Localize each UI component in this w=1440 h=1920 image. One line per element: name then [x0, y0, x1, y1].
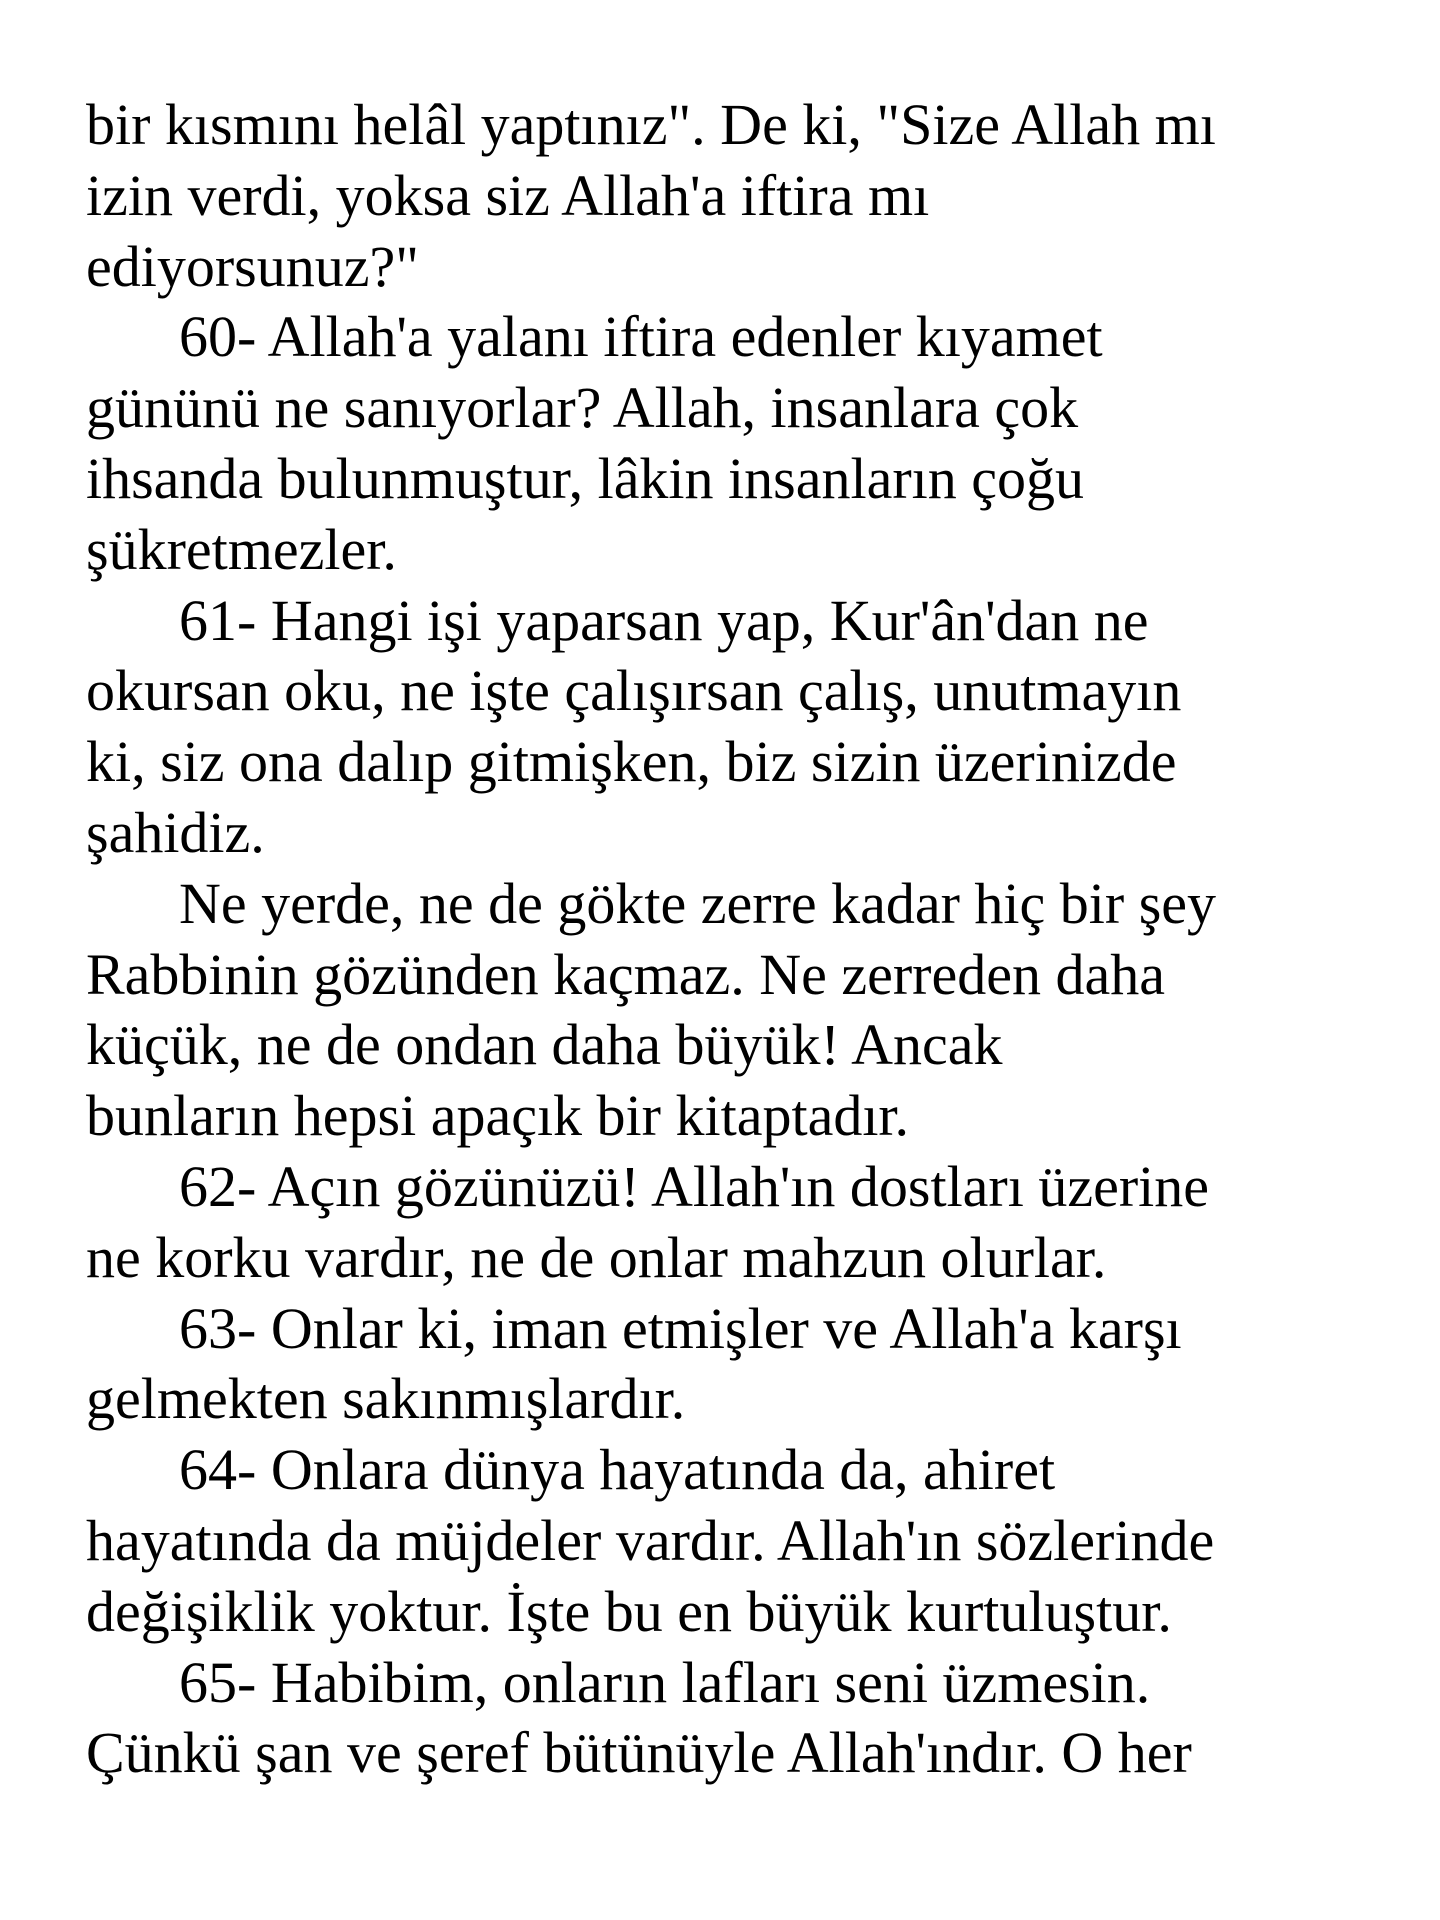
text-line: ne korku vardır, ne de onlar mahzun olurlar. — [86, 1224, 1107, 1290]
text-line: değişiklik yoktur. İşte bu en büyük kurtuluştur. — [86, 1578, 1172, 1644]
paragraph-verse-65 — [86, 1648, 1406, 1790]
text-line: 63- Onlar ki, iman etmişler ve Allah'a karşı — [179, 1295, 1182, 1361]
text-line: bir kısmını helâl yaptınız". De ki, "Size Allah mı — [86, 92, 1216, 157]
text-line: Rabbinin gözünden kaçmaz. Ne zerreden daha — [86, 941, 1165, 1007]
text-line: ihsanda bulunmuştur, lâkin insanların çoğu — [86, 445, 1085, 511]
text-line: şükretmezler. — [86, 516, 397, 582]
text-line: 64- Onlara dünya hayatında da, ahiret — [179, 1437, 1056, 1503]
paragraph-verse-63 — [86, 1294, 1406, 1436]
text-line: 62- Açın gözünüzü! Allah'ın dostları üzerine — [179, 1153, 1210, 1219]
text-line: hayatında da müjdeler vardır. Allah'ın sözlerinde — [86, 1507, 1215, 1573]
text-line: 61- Hangi işi yaparsan yap, Kur'ân'dan ne — [179, 587, 1149, 653]
text-line: küçük, ne de ondan daha büyük! Ancak — [86, 1012, 1003, 1078]
paragraph-verse-62 — [86, 1152, 1406, 1294]
text-line: Ne yerde, ne de gökte zerre kadar hiç bir şey — [179, 870, 1217, 936]
text-line: ki, siz ona dalıp gitmişken, biz sizin üzerinizde — [86, 729, 1177, 795]
text-line: 60- Allah'a yalanı iftira edenler kıyamet — [179, 304, 1103, 370]
document-page — [86, 90, 1406, 1789]
text-line: şahidiz. — [86, 799, 265, 865]
paragraph-verse-61 — [86, 586, 1406, 869]
text-line: 65- Habibim, onların lafları seni üzmesin. — [179, 1649, 1151, 1715]
paragraph-verse-61-continued — [86, 869, 1406, 1152]
paragraph-verse-64 — [86, 1435, 1406, 1647]
text-line: gününü ne sanıyorlar? Allah, insanlara çok — [86, 375, 1079, 441]
paragraph-continuation — [86, 90, 1406, 302]
text-line: okursan oku, ne işte çalışırsan çalış, unutmayın — [86, 658, 1182, 724]
text-line: ediyorsunuz?" — [86, 233, 419, 299]
text-line: bunların hepsi apaçık bir kitaptadır. — [86, 1083, 910, 1149]
text-line: gelmekten sakınmışlardır. — [86, 1366, 686, 1432]
text-line: Çünkü şan ve şeref bütünüyle Allah'ındır. O her — [86, 1720, 1192, 1786]
paragraph-verse-60 — [86, 302, 1406, 585]
text-line: izin verdi, yoksa siz Allah'a iftira mı — [86, 162, 930, 228]
